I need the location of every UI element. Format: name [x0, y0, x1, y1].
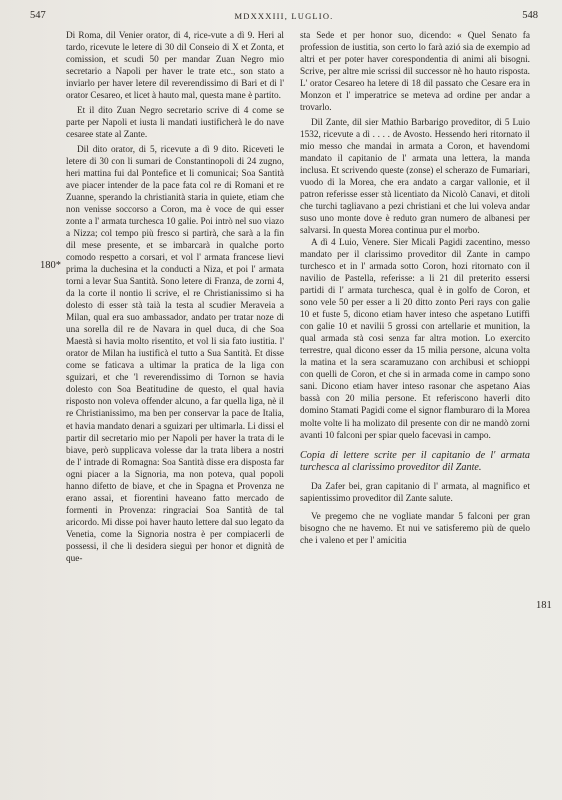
- right-col-paragraph: Copia di lettere scrite per il capitanio de l' armata turchesca al clarissimo proveditor dil Zante.: [300, 449, 530, 474]
- right-col-paragraph: Dil Zante, dil sier Mathio Barbarigo proveditor, di 5 Luio 1532, ricevute a dì . . . . de Avosto. Hessendo heri ritornato il mio messo che mandai in armata a Coron, et havendomi mandato il capitanio de l' armata una lettera, la manda inclusa. Et scrivendo queste (zonse) el scherazo de Fumariari, vuodo di la Morea, che era andato a cargar vallonie, et il patron referisse esser stà licentiato da Nicolò Canavi, et ditoli che turchi tagliavano a pezi christiani et che lui voleva andar suso uno monte dove è reduto gran numero de albanesi per salvarsi. In questa Morea continua pur el morbo.: [300, 118, 530, 237]
- right-column: [300, 30, 530, 547]
- right-page-number: 548: [522, 10, 538, 21]
- left-page-number: 547: [30, 10, 46, 21]
- right-col-paragraph: A dì 4 Luio, Venere. Sier Micali Pagidi zacentino, messo mandato per il clarissimo proveditor dil Zante in campo turchesco et in l' armada sotto Coron, hozi ritornato con il navilio de Pastella, referisse: a li 21 dil preterito essersi partidi di l' armata turchesca, qual è in golfo de Coron, et sono vele 50 per esser a li 20 ditto zonto Peri rays con galie 10 et fuste 5, dicono etiam haver inteso che aspetano Lutiffi con galie 10 et navilii 5 grossi con artellarie et munition, la qual armada stà cosi senza far altra motion. Lo exercito terrestre, qual dicono esser da 15 milia persone, alcuna volta la matina et la sera scaramuzano con archibusi et schioppi con quelli de Coron, et che si in armada come in campo sono sani. Dicono etiam haver inteso rasonar che aspetano Aias bassà con 20 milia persone. Et referiscono haverli dito domino Stamati Pagidi come el signor flamburaro di la Morea molte volte li ha molizato dil presente con dir ne mandò zorni avanti 10 falconi per spiar quelo facevasi in campo.: [300, 238, 530, 441]
- margin-number-right: 181: [536, 600, 552, 611]
- right-col-paragraph: sta Sede et per honor suo, dicendo: « Quel Senato fa profession de iustitia, son certo lo farà azió sia de exempio ad altri et per poter haver corespondentia di animi ali bisogni. Scrive, per altre mie scrissi dil successor nè ho hauto risposta. L' orator Cesareo ha letere di 18 dil passato che Cesare era in Monzon et l' imperatrice se meteva ad ordine per andar a trovarlo.: [300, 31, 530, 114]
- right-col-paragraph: Da Zafer bei, gran capitanio di l' armata, al magnifico et sapientissimo proveditor dil Zante salute.: [300, 481, 530, 504]
- left-col-paragraph: Et il dito Zuan Negro secretario scrive di 4 come se parte per Napoli et iusta li mandati iustificherà le do nave cesaree state al Zante.: [66, 106, 284, 141]
- margin-number-left: 180*: [40, 260, 61, 271]
- running-title: MDXXXIII, LUGLIO.: [234, 11, 334, 21]
- right-col-paragraph: Ve pregemo che ne vogliate mandar 5 falconi per gran bisogno che ne havemo. Et nui ve satisferemo più de quelo che i valeno et per l' amicitia: [300, 511, 530, 546]
- left-col-paragraph: Dil dito orator, di 5, ricevute a dì 9 dito. Riceveti le letere di 30 con li sumari de Constantinopoli di 24 zugno, heri mattina fui dal Pontefice et li comunicai; Soa Santità ave piacer intender de la pace fata col re di Romani et re Zuanne, sperando la christianità staria in quiete, etiam che non venisse soccorso a Coron, ma è voce de qui esser zonte a l' armata turchesca 10 galie. Poi intrò nel suo viazo a Nizza; col tempo più fresco si partirà, che sarà a la fin dil mese presente, et se imbarcarà in qualche porto comodo respetto a corsari, et vol l' armata francese lievi prima la duchesina et la conducti a Niza, et poi l' armata torni a levar Sua Santità. Sono letere di Franza, de zorni 4, da la corte il nontio li scrive, el re Christianissimo si ha dolesto di esser stà taià la testa al scudier Meraveia a Milan, qual era suo ambassador, andato per tratar noze di una sorella dil re de Navara in quel duca, di che Soa Maestà si havia molto risentito, et vol li sia fato iustitia. l' orator de Milan ha iustificà el tutto a Sua Santità. Et disse come se faticava a ultimar la pratica de la liga con sguizari, et che 'l reverendissimo di Tornon se havia dolesto con Soa Beatitudine de questo, el qual havia risposto non voleva offender alcuno, a far quella liga, nè il re Christianissimo, ma ben per conservar la pace de Italia, et havia mandato denari a sguizari per ultimarla. Li dissi el partir dil secretario mio per Napoli per haver la trata di le biave, però supplicava volesse dar la trata libera a nostri de l' intrade di Romagna: Soa Santità disse era disposta far ogni piacer a la Signoria, ma non poteva, qual popoli hanno difetto de biave, et che in Spagna et Provenza ne erano assai, et fiorentini haveano fatto mercado de formenti in Provenza: ringraciai Soa Santità de tal aricordo. Mi disse poi haver hauto lettere dal suo legato da Venetia, come la Signoria nostra è per compiacerli de possessi, il che li desidera sieguì per honor et dignità de que-: [66, 145, 284, 564]
- left-col-paragraph: Di Roma, dil Venier orator, di 4, rice-vute a dì 9. Heri al tardo, ricevute le letere di 30 dil Conseio di X et Zonta, et comission, et scudi 50 per mandar Zuan Negro mio secretario a Napoli per haver le trate etc., son stato a inviarlo per haver letere dil reverendissimo di Bari et di l' orator Cesareo, et licet à hauto mal, questa mane è partito.: [66, 31, 284, 102]
- left-column: [66, 30, 284, 565]
- running-header: [30, 10, 538, 26]
